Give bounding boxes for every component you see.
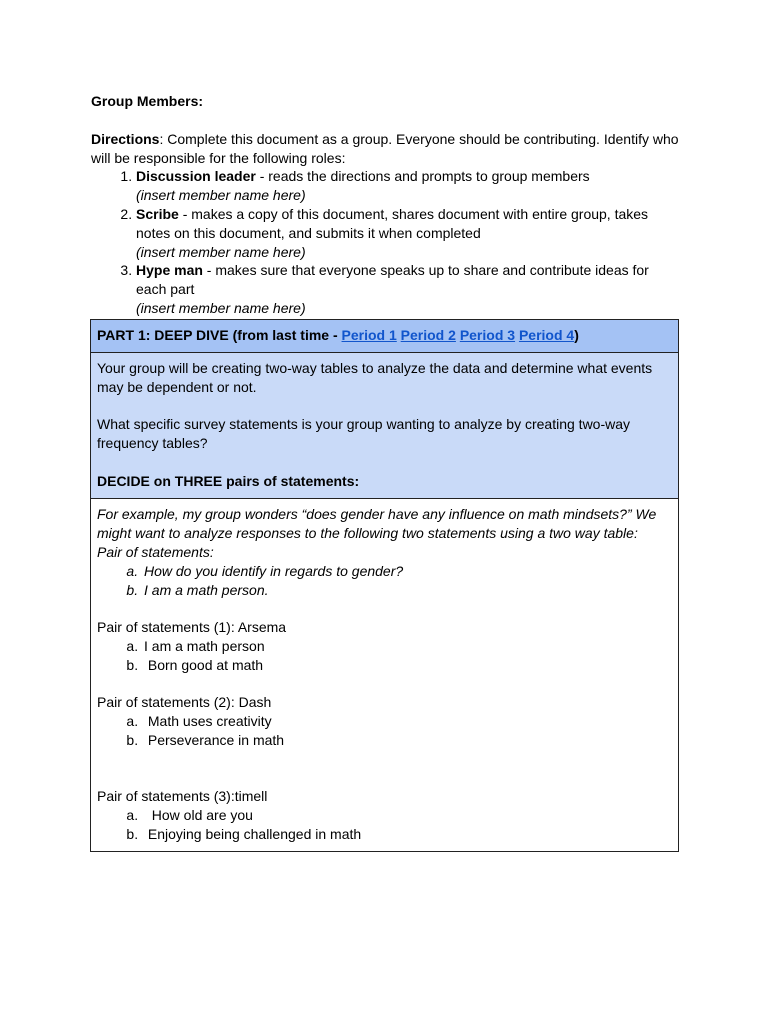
- roles-list: [91, 167, 681, 317]
- directions-paragraph: [91, 130, 681, 168]
- example-pair-label: Pair of statements:: [97, 543, 214, 560]
- part1-header-cell: [91, 320, 679, 353]
- list-item: b. Enjoying being challenged in math: [142, 825, 671, 844]
- part1-intro-2: What specific survey statements is your group wanting to analyze by creating two-way frequency tables?: [97, 416, 631, 451]
- role-desc: - reads the directions and prompts to group members: [255, 168, 590, 185]
- role-placeholder[interactable]: (insert member name here): [136, 243, 306, 260]
- part1-answers-cell[interactable]: [91, 499, 679, 851]
- list-item: b. Perseverance in math: [142, 731, 671, 750]
- example-text: For example, my group wonders “does gender have any influence on math mindsets?” We might want to analyze responses to the following two statements using a two way table:: [97, 506, 657, 542]
- role-name: Hype man: [136, 262, 203, 279]
- pair-2-label: Pair of statements (2): Dash: [97, 694, 272, 711]
- link-period-3[interactable]: Period 3: [459, 327, 516, 343]
- part1-intro-1: Your group will be creating two-way tables to analyze the data and determine what events may be dependent or not.: [97, 359, 653, 395]
- link-period-2[interactable]: Period 2: [400, 327, 456, 343]
- group-members-label: Group Members:: [91, 93, 204, 109]
- role-item-scribe: [136, 205, 681, 261]
- part1-header-prefix: PART 1: DEEP DIVE (from last time -: [97, 327, 342, 343]
- list-item: a. How do you identify in regards to gender?: [142, 562, 671, 581]
- list-item: b. I am a math person.: [142, 581, 671, 600]
- pair-1-label: Pair of statements (1): Arsema: [97, 619, 287, 636]
- role-name: Scribe: [136, 205, 179, 222]
- list-item: a. I am a math person: [142, 637, 671, 656]
- list-item: b. Born good at math: [142, 656, 671, 675]
- list-item: a. How old are you: [142, 806, 671, 825]
- role-desc: - makes a copy of this document, shares document with entire group, takes notes on this document, and submits it when completed: [136, 205, 649, 241]
- pair-1-items: [97, 637, 671, 675]
- document-header-section: [91, 92, 681, 318]
- directions-label: Directions: [91, 130, 160, 147]
- part1-instructions-cell: [91, 352, 679, 499]
- role-item-discussion-leader: [136, 167, 681, 205]
- link-period-4[interactable]: Period 4: [518, 327, 575, 343]
- role-desc: - makes sure that everyone speaks up to share and contribute ideas for each part: [136, 262, 649, 298]
- part1-table: [90, 319, 679, 852]
- part1-decide: DECIDE on THREE pairs of statements:: [97, 472, 360, 489]
- role-placeholder[interactable]: (insert member name here): [136, 299, 306, 316]
- pair-2-items: [97, 712, 671, 750]
- role-item-hype-man: [136, 261, 681, 317]
- pair-3-items: [97, 806, 671, 844]
- role-placeholder[interactable]: (insert member name here): [136, 187, 306, 204]
- role-name: Discussion leader: [136, 168, 256, 185]
- pair-3-label: Pair of statements (3):timell: [97, 788, 268, 805]
- list-item: a. Math uses creativity: [142, 712, 671, 731]
- part1-header-suffix: ): [574, 327, 579, 343]
- link-period-1[interactable]: Period 1: [341, 327, 397, 343]
- directions-text: : Complete this document as a group. Everyone should be contributing. Identify who will be responsible for the following roles:: [91, 130, 679, 166]
- example-items: [97, 562, 671, 600]
